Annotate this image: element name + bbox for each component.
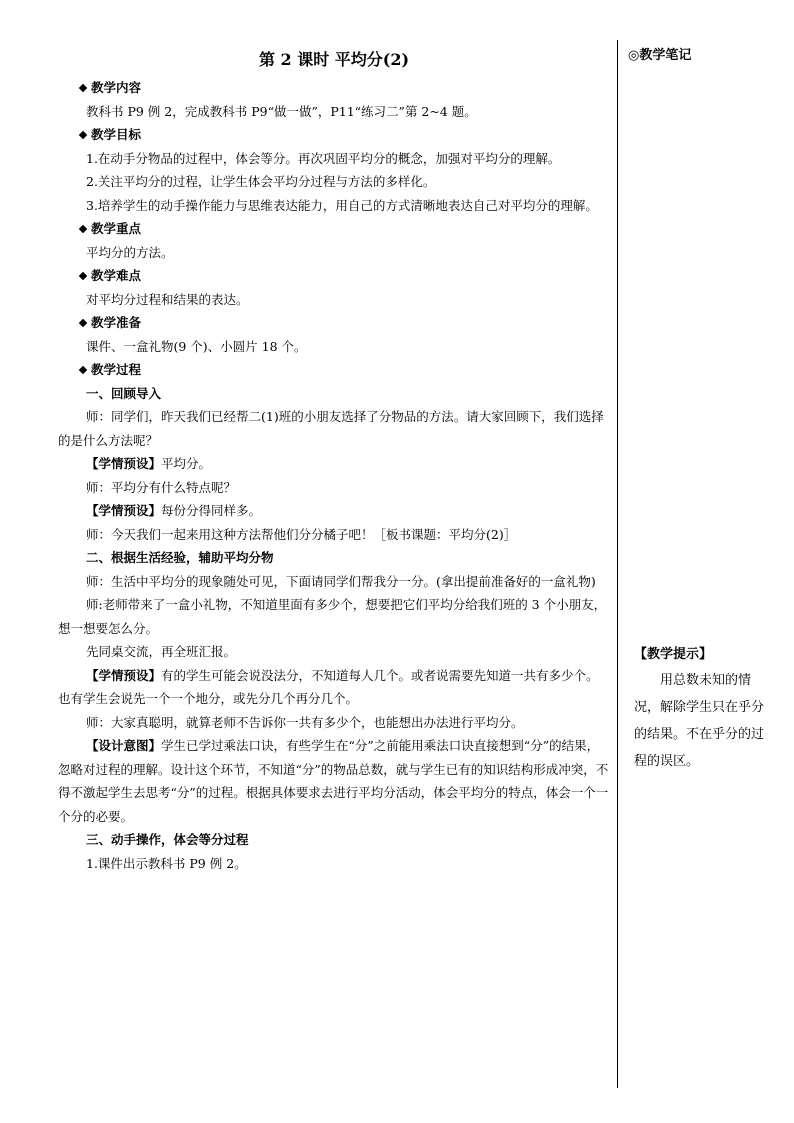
page-title: 第 2 课时 平均分(2): [258, 50, 410, 69]
diamond-bullet-icon: [79, 272, 87, 280]
prep-text: 课件、一盒礼物(9 个)、小圆片 18 个。: [86, 338, 307, 354]
section-heading-goals: 教学目标: [58, 123, 610, 147]
diamond-bullet-icon: [79, 131, 87, 139]
section-heading-difficulty: 教学难点: [58, 264, 610, 288]
paragraph: 师:老师带来了一盒小礼物，不知道里面有多少个，想要把它们平均分给我们班的 3 个小朋友，想一想要怎么分。: [58, 597, 607, 636]
key-text: 平均分的方法。: [86, 244, 174, 260]
part-title: 一、回顾导入: [86, 385, 162, 401]
diamond-bullet-icon: [79, 319, 87, 327]
column-divider: [617, 40, 618, 1088]
paragraph: 师：生活中平均分的现象随处可见，下面请同学们帮我分一分。(拿出提前准备好的一盒礼物): [86, 573, 596, 589]
section-heading-content: 教学内容: [58, 76, 610, 100]
hint-title: 【教学提示】: [634, 647, 713, 662]
paragraph: 师：今天我们一起来用这种方法帮他们分分橘子吧！［板书课题：平均分(2)］: [86, 526, 517, 542]
notes-title: ◎教学笔记: [628, 48, 692, 63]
difficulty-text: 对平均分过程和结果的表达。: [86, 291, 249, 307]
paragraph: 师：平均分有什么特点呢？: [86, 479, 237, 495]
hint-body: 用总数未知的情况，解除学生只在乎分的结果。不在乎分的过程的误区。: [634, 673, 765, 769]
paragraph: 【学情预设】平均分。: [86, 456, 212, 471]
content-text: 教科书 P9 例 2，完成教科书 P9“做一做”，P11“练习二”第 2~4 题。: [86, 103, 477, 119]
goal-item: 3.培养学生的动手操作能力与思维表达能力，用自己的方式清晰地表达自己对平均分的理解。: [86, 197, 598, 213]
goal-item: 2.关注平均分的过程，让学生体会平均分过程与方法的多样化。: [86, 174, 436, 189]
goal-item: 1.在动手分物品的过程中，体会等分。再次巩固平均分的概念，加强对平均分的理解。: [86, 150, 561, 166]
diamond-bullet-icon: [79, 84, 87, 92]
part-title: 三、动手操作，体会等分过程: [86, 832, 249, 847]
lesson-main-column: [58, 47, 610, 875]
section-heading-process: 教学过程: [58, 358, 610, 382]
teaching-hint: [634, 643, 766, 775]
paragraph: 1.课件出示教科书 P9 例 2。: [86, 855, 247, 871]
paragraph: 【学情预设】有的学生可能会说没法分，不知道每人几个。或者说需要先知道一共有多少个。也有学生会说先一个一个地分，或先分几个再分几个。: [58, 667, 599, 706]
paragraph: 先同桌交流，再全班汇报。: [86, 644, 237, 659]
paragraph: 【学情预设】每份分得同样多。: [86, 503, 262, 518]
paragraph: 师：大家真聪明，就算老师不告诉你一共有多少个，也能想出办法进行平均分。: [86, 714, 524, 730]
notes-column: [628, 47, 768, 65]
paragraph: 师：同学们，昨天我们已经帮二(1)班的小朋友选择了分物品的方法。请大家回顾下，我们选择的是什么方法呢？: [58, 409, 604, 448]
section-heading-key: 教学重点: [58, 217, 610, 241]
diamond-bullet-icon: [79, 366, 87, 374]
diamond-bullet-icon: [79, 225, 87, 233]
part-title: 二、根据生活经验，辅助平均分物: [86, 550, 274, 565]
paragraph: 【设计意图】学生已学过乘法口诀，有些学生在“分”之前能用乘法口诀直接想到“分”的结果，忽略对过程的理解。设计这个环节，不知道“分”的物品总数，就与学生已有的知识结构形成冲突，不得不激起学生去思考“分”的过程。根据具体要求去进行平均分活动，体会平均分的特点，体会一个一个分的必要。: [58, 738, 609, 824]
section-heading-prep: 教学准备: [58, 311, 610, 335]
